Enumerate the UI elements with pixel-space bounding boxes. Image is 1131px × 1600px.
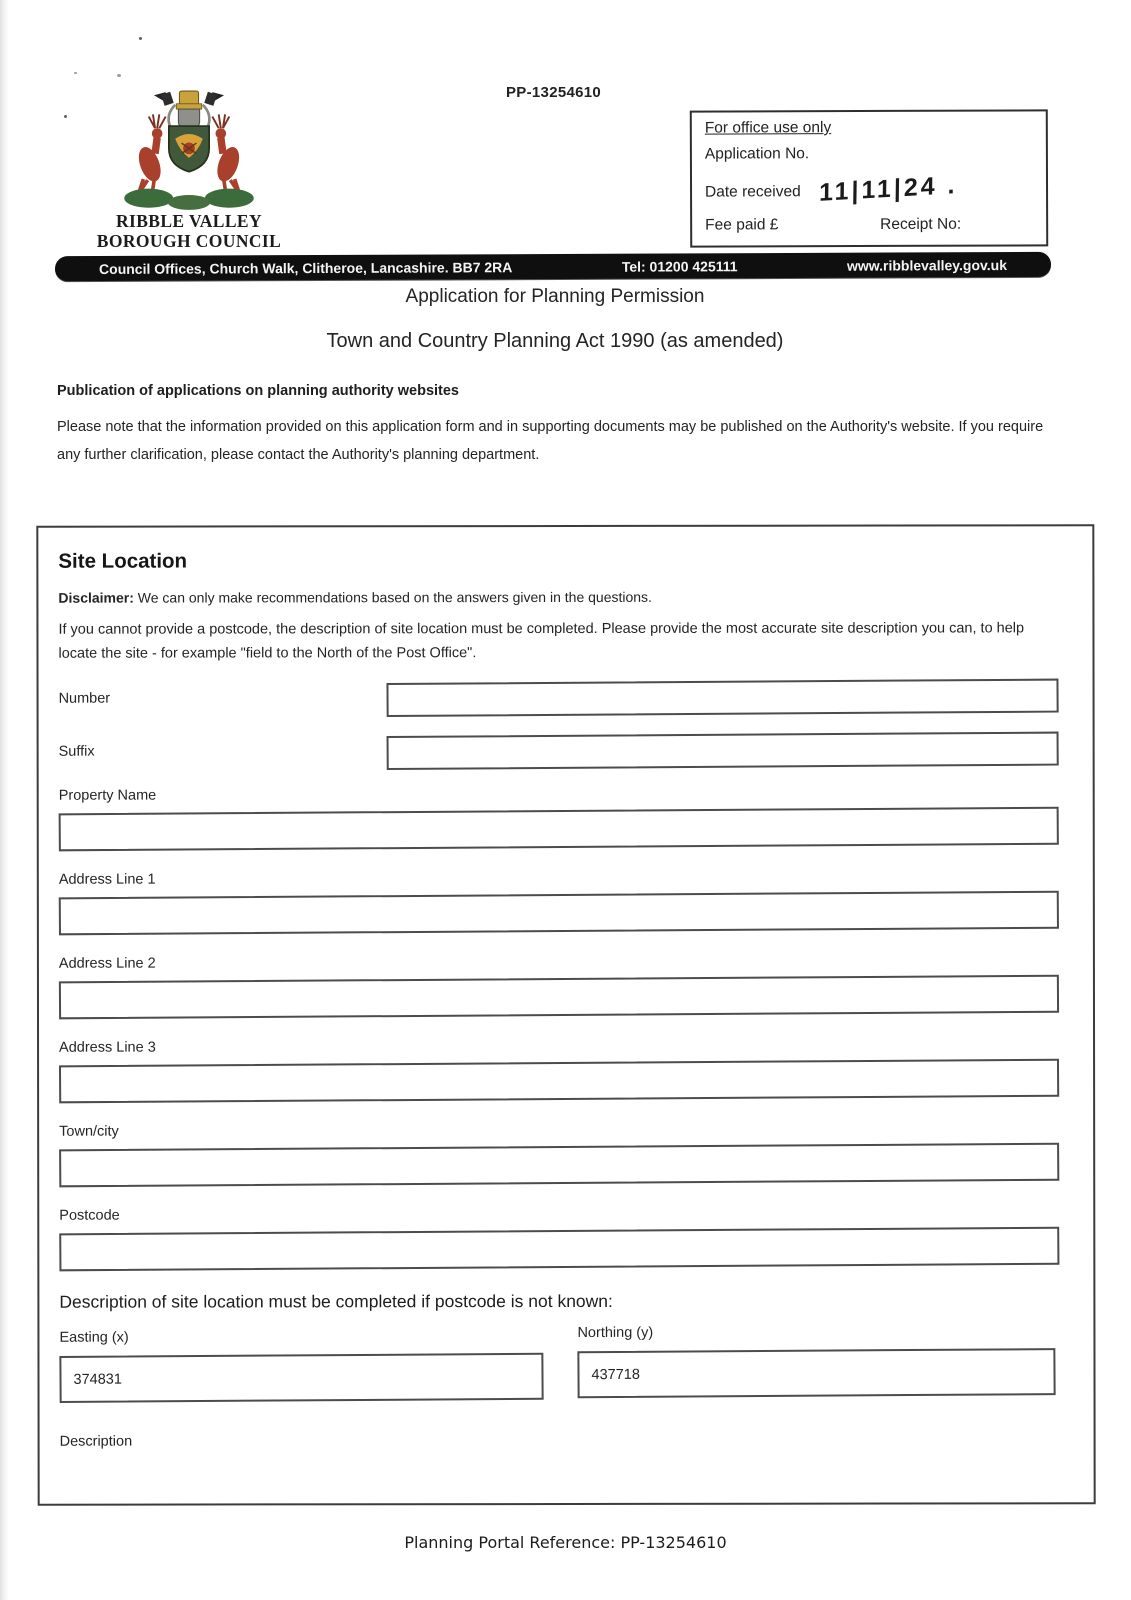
council-name-line1: RIBBLE VALLEY [115, 211, 263, 231]
address-line-3-input[interactable] [59, 1059, 1059, 1104]
pp-reference: PP-13254610 [506, 84, 602, 101]
date-received-label: Date received [705, 183, 801, 201]
banner-telephone: Tel: 01200 425111 [621, 257, 738, 275]
property-name-input[interactable] [59, 807, 1059, 852]
disclaimer-label: Disclaimer: [58, 589, 134, 606]
office-use-box [690, 109, 1048, 247]
council-address-banner [55, 252, 1051, 281]
address-line-1-label: Address Line 1 [58, 871, 156, 888]
scan-speck [139, 37, 142, 40]
disclaimer-body: We can only make recommendations based on the answers given in the questions. [133, 588, 652, 606]
address-line-2-label: Address Line 2 [58, 955, 156, 972]
easting-label: Easting (x) [59, 1329, 129, 1346]
form-title: Application for Planning Permission [405, 286, 705, 307]
field-town-city [59, 1122, 1073, 1184]
date-received-handwritten-value: 11|11|24 . [818, 170, 958, 207]
field-address-line-1 [59, 870, 1073, 932]
site-location-intro: If you cannot provide a postcode, the description of site location must be completed. Please provide the most accurate site description you can, to help locate the site - for example "field to the North of the Post Office". [58, 620, 1025, 662]
suffix-input[interactable] [387, 731, 1059, 769]
number-label: Number [58, 690, 111, 707]
publication-body: Please note that the information provided on this application form and in supporting documents may be published on the Authority's website. If you require any further clarification, please contact the Authority's planning department. [57, 419, 1044, 464]
field-northing [577, 1324, 1055, 1401]
council-logo-block [66, 90, 312, 251]
receipt-no-label: Receipt No: [880, 215, 962, 233]
northing-input[interactable] [577, 1348, 1055, 1398]
field-address-line-3 [59, 1038, 1073, 1100]
field-row-suffix [59, 733, 1073, 768]
field-address-line-2 [59, 954, 1073, 1016]
town-city-input[interactable] [59, 1143, 1059, 1188]
postcode-label: Postcode [59, 1207, 120, 1224]
address-line-2-input[interactable] [59, 975, 1059, 1020]
description-label: Description [59, 1433, 133, 1450]
field-easting [59, 1329, 543, 1402]
right-stag [212, 114, 243, 195]
easting-input[interactable] [59, 1353, 543, 1403]
scan-speck [117, 74, 121, 77]
publication-heading: Publication of applications on planning authority websites [57, 383, 459, 399]
suffix-label: Suffix [58, 743, 95, 760]
left-stag [135, 114, 166, 195]
field-property-name [59, 786, 1073, 848]
application-no-label: Application No. [704, 145, 810, 163]
disclaimer-text [58, 588, 1072, 605]
field-row-number [59, 680, 1073, 715]
office-use-title: For office use only [704, 119, 832, 137]
property-name-label: Property Name [58, 787, 157, 804]
field-postcode [59, 1206, 1073, 1268]
site-location-heading: Site Location [58, 549, 188, 573]
banner-website[interactable]: www.ribblevalley.gov.uk [846, 256, 1008, 274]
council-crest-icon [120, 90, 258, 212]
coordinates-row [59, 1324, 1073, 1401]
number-input[interactable] [386, 678, 1058, 716]
site-location-section [36, 524, 1095, 1505]
address-line-1-input[interactable] [59, 891, 1059, 936]
description-requirement-heading: Description of site location must be completed if postcode is not known: [59, 1290, 613, 1312]
northing-label: Northing (y) [577, 1324, 654, 1341]
act-subtitle: Town and Country Planning Act 1990 (as amended) [326, 330, 784, 352]
planning-portal-reference-footer: Planning Portal Reference: PP-13254610 [404, 1533, 727, 1552]
scan-speck [74, 72, 77, 74]
postcode-input[interactable] [59, 1227, 1059, 1272]
town-city-label: Town/city [59, 1123, 119, 1140]
banner-address: Council Offices, Church Walk, Clitheroe, Lancashire. BB7 2RA [98, 258, 513, 277]
council-name-line2: BOROUGH COUNCIL [96, 230, 282, 251]
address-line-3-label: Address Line 3 [59, 1039, 156, 1056]
scan-edge-shadow [0, 0, 9, 1600]
fee-paid-label: Fee paid £ [705, 216, 779, 234]
